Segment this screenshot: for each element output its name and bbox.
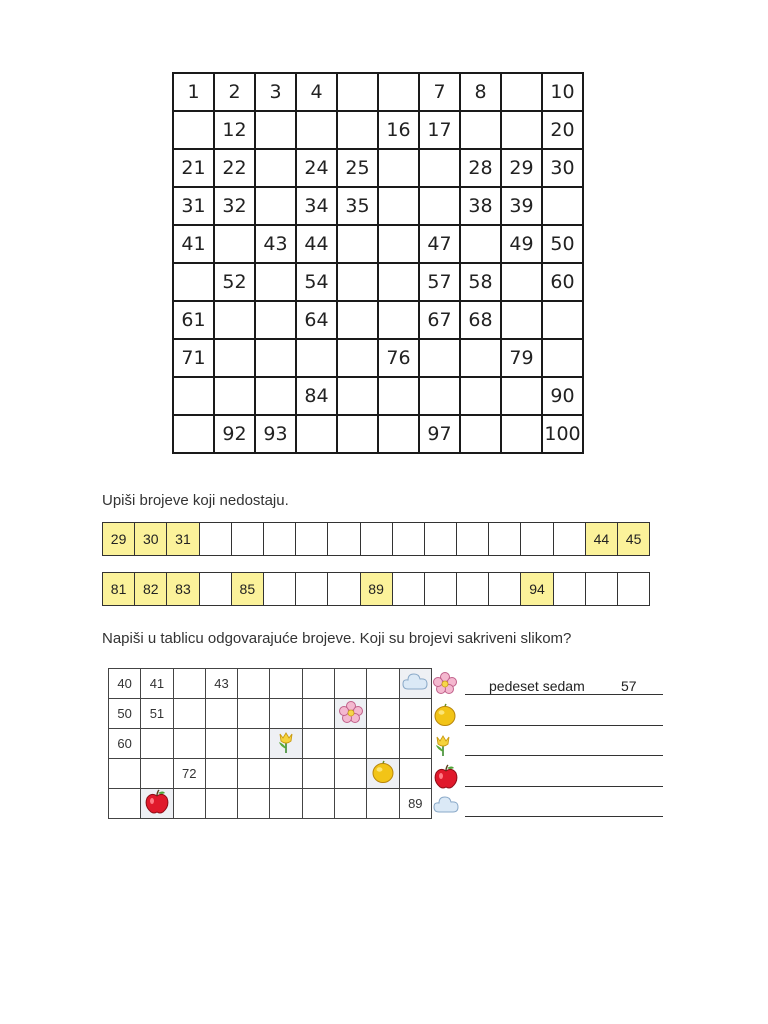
lemon-icon — [371, 760, 395, 784]
number-row-cell[interactable] — [457, 523, 489, 556]
hundred-chart-cell[interactable]: 90 — [542, 377, 583, 415]
number-row-cell[interactable] — [424, 573, 456, 606]
hundred-chart-cell[interactable] — [460, 111, 501, 149]
hundred-chart-cell[interactable]: 39 — [501, 187, 542, 225]
hundred-chart-cell[interactable] — [378, 187, 419, 225]
hundred-chart-cell[interactable] — [419, 187, 460, 225]
lemon-icon — [433, 703, 459, 727]
answer-row — [431, 762, 671, 793]
hundred-chart-cell[interactable]: 35 — [337, 187, 378, 225]
hundred-chart-cell[interactable] — [501, 377, 542, 415]
small-grid-row — [109, 729, 432, 759]
hundred-chart-cell[interactable]: 47 — [419, 225, 460, 263]
small-grid-cell[interactable]: 60 — [109, 729, 141, 759]
number-row-cell[interactable] — [263, 523, 295, 556]
number-row-cell[interactable]: 44 — [585, 523, 617, 556]
hundred-chart-cell[interactable] — [337, 73, 378, 111]
hundred-chart-cell[interactable]: 44 — [296, 225, 337, 263]
small-grid-cell[interactable] — [238, 789, 270, 819]
answer-write-line[interactable] — [465, 816, 663, 817]
small-grid-cell[interactable]: 41 — [141, 669, 173, 699]
hundred-chart-cell[interactable]: 52 — [214, 263, 255, 301]
hundred-chart-cell[interactable] — [501, 415, 542, 453]
hundred-chart-cell[interactable] — [378, 263, 419, 301]
small-grid-cell[interactable] — [335, 729, 367, 759]
hundred-chart-cell[interactable]: 25 — [337, 149, 378, 187]
small-grid-cell[interactable] — [367, 699, 399, 729]
hundred-chart-cell[interactable]: 17 — [419, 111, 460, 149]
instruction-fill-missing: Upiši brojeve koji nedostaju. — [102, 492, 289, 509]
answer-write-line[interactable] — [465, 694, 663, 695]
answer-write-line[interactable] — [465, 786, 663, 787]
hundred-chart-cell[interactable]: 32 — [214, 187, 255, 225]
hundred-chart-cell[interactable] — [173, 377, 214, 415]
hundred-chart-cell[interactable]: 12 — [214, 111, 255, 149]
hundred-chart-cell[interactable] — [173, 263, 214, 301]
small-grid-cell[interactable]: 89 — [399, 789, 431, 819]
hundred-chart-cell[interactable] — [255, 187, 296, 225]
hundred-chart-cell[interactable] — [214, 225, 255, 263]
number-row-cells — [103, 523, 650, 556]
hundred-chart-cell[interactable] — [501, 301, 542, 339]
hundred-chart-cell[interactable]: 84 — [296, 377, 337, 415]
answer-row — [431, 792, 671, 823]
tulip-icon — [276, 730, 296, 754]
flower-icon — [339, 701, 363, 723]
small-grid-cell[interactable] — [302, 669, 334, 699]
hundred-chart-cell[interactable]: 58 — [460, 263, 501, 301]
number-row-cell[interactable] — [585, 573, 617, 606]
small-grid-row — [109, 759, 432, 789]
small-grid-picture-cell[interactable] — [367, 759, 399, 789]
small-grid-cell[interactable] — [205, 759, 237, 789]
hundred-chart-cell[interactable] — [337, 339, 378, 377]
hundred-chart-cell[interactable] — [255, 149, 296, 187]
number-row-cell[interactable] — [521, 523, 553, 556]
hundred-chart-cell[interactable]: 49 — [501, 225, 542, 263]
cloud-icon — [433, 794, 459, 818]
number-row-cell[interactable]: 94 — [521, 573, 553, 606]
hundred-chart-cell[interactable]: 21 — [173, 149, 214, 187]
small-grid-cell[interactable] — [109, 789, 141, 819]
hundred-chart-cell[interactable]: 79 — [501, 339, 542, 377]
hundred-chart-cell[interactable]: 54 — [296, 263, 337, 301]
hundred-chart-cell[interactable]: 28 — [460, 149, 501, 187]
answer-words: pedeset sedam — [489, 678, 585, 694]
hundred-chart-cell[interactable] — [460, 225, 501, 263]
hundred-chart-row — [173, 263, 583, 301]
small-grid-cell[interactable]: 40 — [109, 669, 141, 699]
hundred-chart-cell[interactable] — [419, 339, 460, 377]
hundred-chart-cell[interactable]: 41 — [173, 225, 214, 263]
hundred-chart-cell[interactable]: 93 — [255, 415, 296, 453]
number-row-cell[interactable] — [296, 573, 328, 606]
small-grid-cell[interactable] — [109, 759, 141, 789]
hundred-chart-cell[interactable]: 30 — [542, 149, 583, 187]
number-row-cell[interactable]: 31 — [167, 523, 199, 556]
hundred-chart-cell[interactable] — [501, 263, 542, 301]
answer-write-line[interactable] — [465, 755, 663, 756]
answer-row — [431, 670, 671, 701]
hundred-chart-cell[interactable] — [214, 301, 255, 339]
hundred-chart-cell[interactable]: 20 — [542, 111, 583, 149]
number-row-cell[interactable] — [457, 573, 489, 606]
hundred-chart-cell[interactable]: 7 — [419, 73, 460, 111]
small-grid-cell[interactable] — [270, 789, 302, 819]
small-grid-cell[interactable] — [238, 759, 270, 789]
number-row-cell[interactable]: 45 — [618, 523, 650, 556]
hundred-chart-row — [173, 377, 583, 415]
hundred-chart-cell[interactable] — [378, 225, 419, 263]
hundred-chart-cell[interactable]: 34 — [296, 187, 337, 225]
apple-icon — [144, 789, 170, 815]
hundred-chart-cell[interactable] — [255, 111, 296, 149]
hundred-chart-cell[interactable]: 50 — [542, 225, 583, 263]
number-row-cell[interactable] — [328, 573, 360, 606]
answer-number: 57 — [621, 678, 637, 694]
number-row-cell[interactable]: 30 — [135, 523, 167, 556]
small-grid-cell[interactable] — [205, 729, 237, 759]
hundred-chart-cell[interactable]: 2 — [214, 73, 255, 111]
hundred-chart-cell[interactable]: 71 — [173, 339, 214, 377]
hundred-chart-cell[interactable] — [378, 149, 419, 187]
hundred-chart-cell[interactable]: 31 — [173, 187, 214, 225]
hundred-chart-cell[interactable] — [337, 377, 378, 415]
hundred-chart-cell[interactable] — [337, 415, 378, 453]
cloud-icon — [402, 671, 428, 693]
small-number-grid — [108, 668, 432, 819]
answer-list — [431, 670, 671, 823]
hundred-chart-cell[interactable]: 97 — [419, 415, 460, 453]
small-grid-cell[interactable] — [335, 669, 367, 699]
small-grid-cell[interactable] — [302, 759, 334, 789]
hundred-chart-cell[interactable] — [460, 339, 501, 377]
small-grid-cell[interactable] — [173, 729, 205, 759]
number-row-1 — [102, 522, 650, 556]
hundred-chart-cell[interactable] — [419, 377, 460, 415]
hundred-chart-row — [173, 187, 583, 225]
hundred-chart-cell[interactable] — [337, 301, 378, 339]
hundred-chart-cell[interactable] — [460, 415, 501, 453]
number-row-cell[interactable] — [553, 523, 585, 556]
small-grid-cell[interactable] — [173, 669, 205, 699]
number-row-cell[interactable] — [360, 523, 392, 556]
number-row-cell[interactable]: 83 — [167, 573, 199, 606]
number-row-cell[interactable]: 81 — [103, 573, 135, 606]
hundred-chart-cell[interactable]: 92 — [214, 415, 255, 453]
hundred-chart-cell[interactable] — [337, 263, 378, 301]
small-grid-picture-cell[interactable] — [335, 699, 367, 729]
tulip-icon — [433, 733, 459, 757]
small-grid-cell[interactable] — [302, 699, 334, 729]
hundred-chart-cell[interactable]: 10 — [542, 73, 583, 111]
hundred-chart-cell[interactable]: 57 — [419, 263, 460, 301]
hundred-chart-cell[interactable]: 24 — [296, 149, 337, 187]
small-grid-cell[interactable] — [367, 789, 399, 819]
small-grid-cell[interactable] — [270, 699, 302, 729]
answer-row — [431, 731, 671, 762]
hundred-chart-row — [173, 301, 583, 339]
number-row-cell[interactable] — [263, 573, 295, 606]
small-grid-cell[interactable] — [238, 669, 270, 699]
small-grid-cell[interactable] — [173, 699, 205, 729]
number-row-cell[interactable] — [199, 573, 231, 606]
number-row-cell[interactable] — [618, 573, 650, 606]
hundred-chart-cell[interactable]: 76 — [378, 339, 419, 377]
small-grid-picture-cell[interactable] — [141, 789, 173, 819]
small-grid-cell[interactable] — [399, 759, 431, 789]
small-grid-picture-cell[interactable] — [399, 669, 431, 699]
hundred-chart-cell[interactable] — [214, 339, 255, 377]
small-grid-cell[interactable]: 51 — [141, 699, 173, 729]
hundred-chart-cell[interactable] — [542, 301, 583, 339]
small-grid-cell[interactable] — [399, 699, 431, 729]
hundred-chart-cell[interactable] — [378, 377, 419, 415]
small-grid-cell[interactable] — [335, 789, 367, 819]
hundred-chart-cell[interactable] — [378, 415, 419, 453]
hundred-chart-cell[interactable] — [296, 339, 337, 377]
hundred-chart-cell[interactable] — [419, 149, 460, 187]
hundred-chart-cell[interactable] — [173, 415, 214, 453]
small-grid-picture-cell[interactable] — [270, 729, 302, 759]
hundred-chart-cell[interactable] — [255, 263, 296, 301]
hundred-chart-cell[interactable] — [337, 111, 378, 149]
number-row-2 — [102, 572, 650, 606]
hundred-chart-cell[interactable]: 43 — [255, 225, 296, 263]
small-grid-cell[interactable]: 72 — [173, 759, 205, 789]
small-grid-cell[interactable] — [270, 669, 302, 699]
hundred-chart-cell[interactable] — [173, 111, 214, 149]
hundred-chart-cell[interactable] — [255, 339, 296, 377]
hundred-chart-row — [173, 339, 583, 377]
hundred-chart-cell[interactable] — [378, 301, 419, 339]
number-row-cell[interactable] — [328, 523, 360, 556]
hundred-chart-row — [173, 225, 583, 263]
small-grid-cell[interactable] — [141, 729, 173, 759]
number-row-cell[interactable] — [231, 523, 263, 556]
hundred-chart-cell[interactable] — [542, 187, 583, 225]
small-grid-row — [109, 789, 432, 819]
hundred-chart-cell[interactable] — [255, 301, 296, 339]
hundred-chart-row — [173, 73, 583, 111]
hundred-chart-cell[interactable]: 68 — [460, 301, 501, 339]
hundred-chart-cell[interactable]: 64 — [296, 301, 337, 339]
instruction-hidden-numbers: Napiši u tablicu odgovarajuće brojeve. Koji su brojevi sakriveni slikom? — [102, 630, 572, 647]
answer-write-line[interactable] — [465, 725, 663, 726]
hundred-chart-cell[interactable]: 60 — [542, 263, 583, 301]
small-grid-cell[interactable] — [238, 699, 270, 729]
hundred-chart-cell[interactable]: 1 — [173, 73, 214, 111]
number-row-cell[interactable] — [424, 523, 456, 556]
number-row-cell[interactable]: 89 — [360, 573, 392, 606]
hundred-chart-cell[interactable]: 29 — [501, 149, 542, 187]
small-grid-cell[interactable] — [205, 789, 237, 819]
hundred-chart-cell[interactable]: 8 — [460, 73, 501, 111]
number-row-cell[interactable]: 29 — [103, 523, 135, 556]
small-grid-cell[interactable] — [367, 669, 399, 699]
hundred-chart-cell[interactable]: 4 — [296, 73, 337, 111]
small-grid-cell[interactable] — [238, 729, 270, 759]
apple-icon — [433, 764, 459, 788]
number-row-cells — [103, 573, 650, 606]
hundred-chart-cell[interactable]: 3 — [255, 73, 296, 111]
hundred-chart-cell[interactable] — [501, 73, 542, 111]
hundred-chart-cell[interactable] — [296, 415, 337, 453]
number-row-cell[interactable] — [392, 573, 424, 606]
hundred-chart-cell[interactable]: 100 — [542, 415, 583, 453]
hundred-chart-row — [173, 415, 583, 453]
number-row-cell[interactable]: 82 — [135, 573, 167, 606]
hundred-chart-cell[interactable] — [296, 111, 337, 149]
number-row-cell[interactable] — [392, 523, 424, 556]
small-grid-cell[interactable]: 43 — [205, 669, 237, 699]
small-grid-row — [109, 699, 432, 729]
number-row-cell[interactable] — [489, 523, 521, 556]
hundred-chart-cell[interactable] — [460, 377, 501, 415]
hundred-chart-row — [173, 111, 583, 149]
number-row-cell[interactable] — [489, 573, 521, 606]
hundred-chart-cell[interactable]: 22 — [214, 149, 255, 187]
small-grid-cell[interactable] — [302, 729, 334, 759]
small-grid-cell[interactable] — [173, 789, 205, 819]
hundred-chart-cell[interactable] — [255, 377, 296, 415]
hundred-chart-cell[interactable]: 61 — [173, 301, 214, 339]
hundred-chart-cell[interactable] — [501, 111, 542, 149]
hundred-chart-cell[interactable]: 16 — [378, 111, 419, 149]
hundred-chart-cell[interactable] — [337, 225, 378, 263]
small-grid-cell[interactable] — [335, 759, 367, 789]
hundred-chart — [172, 72, 584, 454]
small-grid-row — [109, 669, 432, 699]
small-grid-cell[interactable] — [141, 759, 173, 789]
number-row-cell[interactable]: 85 — [231, 573, 263, 606]
hundred-chart-cell[interactable]: 67 — [419, 301, 460, 339]
flower-icon — [433, 672, 459, 696]
hundred-chart-row — [173, 149, 583, 187]
small-grid-cell[interactable]: 50 — [109, 699, 141, 729]
small-grid-cell[interactable] — [205, 699, 237, 729]
small-grid-cell[interactable] — [270, 759, 302, 789]
number-row-cell[interactable] — [553, 573, 585, 606]
small-grid-cell[interactable] — [399, 729, 431, 759]
answer-row — [431, 701, 671, 732]
number-row-cell[interactable] — [199, 523, 231, 556]
small-grid-cell[interactable] — [302, 789, 334, 819]
hundred-chart-cell[interactable] — [542, 339, 583, 377]
hundred-chart-cell[interactable] — [214, 377, 255, 415]
hundred-chart-cell[interactable]: 38 — [460, 187, 501, 225]
hundred-chart-cell[interactable] — [378, 73, 419, 111]
number-row-cell[interactable] — [296, 523, 328, 556]
small-grid-cell[interactable] — [367, 729, 399, 759]
